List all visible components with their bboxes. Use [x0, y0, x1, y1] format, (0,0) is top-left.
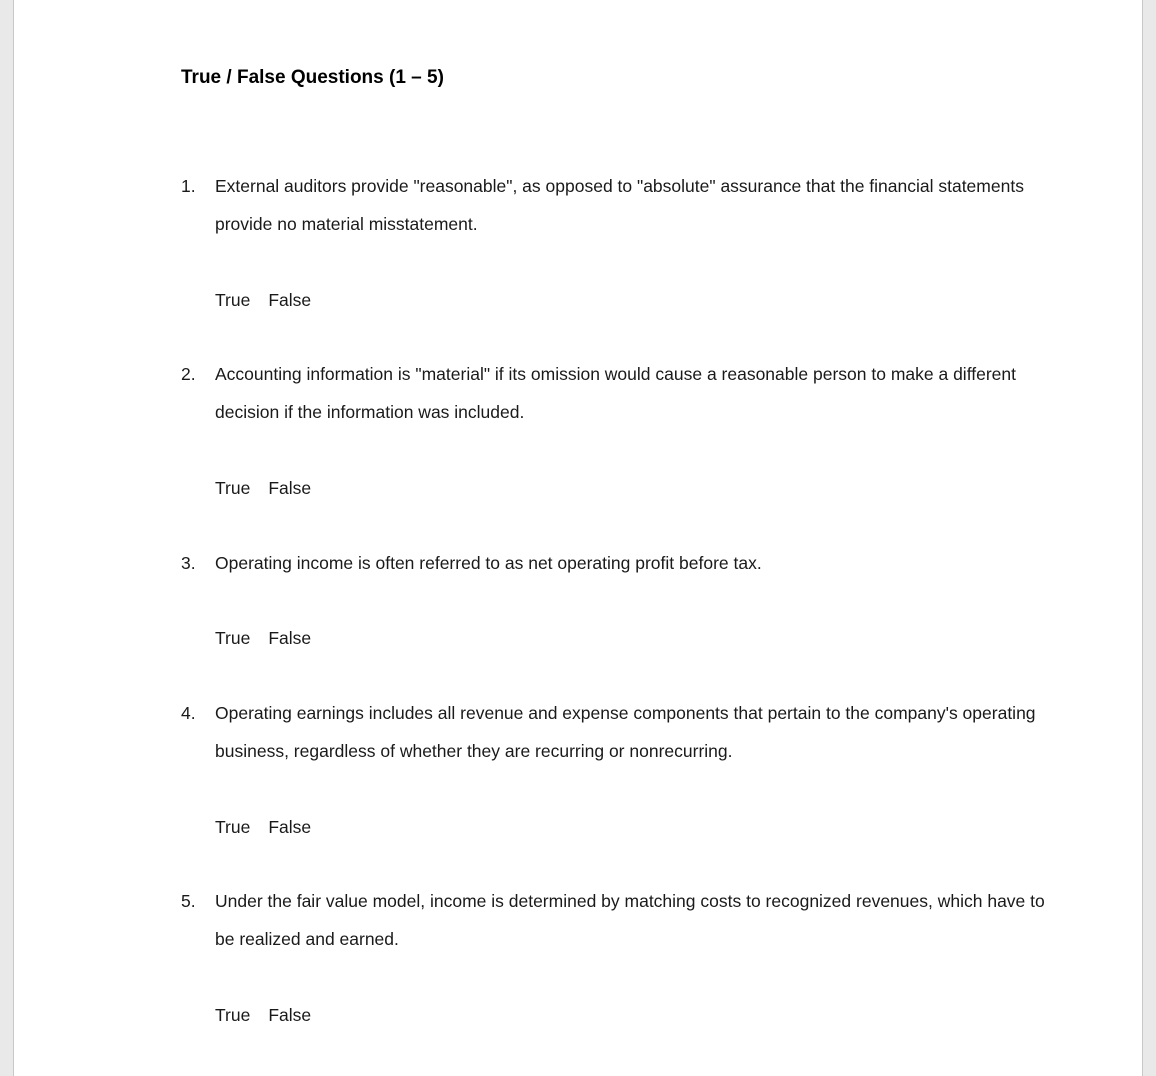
question-2 [181, 355, 1061, 431]
document-page [13, 0, 1143, 1076]
question-number: 1. [181, 176, 196, 196]
question-1 [181, 167, 1061, 243]
answer-options-4 [215, 817, 311, 838]
option-true: True [215, 478, 251, 498]
section-heading: True / False Questions (1 – 5) [181, 67, 444, 88]
question-4 [181, 694, 1061, 770]
option-true: True [215, 628, 251, 648]
option-false: False [268, 1005, 312, 1025]
question-number: 3. [181, 553, 196, 573]
option-false: False [268, 478, 312, 498]
question-number: 4. [181, 703, 196, 723]
question-text: Under the fair value model, income is determined by matching costs to recognized revenues, which have to be realized and earned. [215, 891, 1045, 949]
question-number: 2. [181, 364, 196, 384]
answer-options-1 [215, 290, 311, 311]
question-text: Operating earnings includes all revenue and expense components that pertain to the company's operating business, regardless of whether they are recurring or nonrecurring. [215, 703, 1036, 761]
answer-options-2 [215, 478, 311, 499]
answer-options-3 [215, 628, 311, 649]
question-text: Operating income is often referred to as net operating profit before tax. [215, 553, 762, 573]
answer-options-5 [215, 1005, 311, 1026]
option-true: True [215, 290, 251, 310]
question-3 [181, 544, 1061, 582]
option-true: True [215, 817, 251, 837]
question-number: 5. [181, 891, 196, 911]
option-false: False [268, 290, 312, 310]
option-true: True [215, 1005, 251, 1025]
question-text: Accounting information is "material" if its omission would cause a reasonable person to make a different decision if the information was included. [215, 364, 1016, 422]
option-false: False [268, 628, 312, 648]
option-false: False [268, 817, 312, 837]
question-5 [181, 882, 1061, 958]
question-text: External auditors provide "reasonable", as opposed to "absolute" assurance that the financial statements provide no material misstatement. [215, 176, 1024, 234]
